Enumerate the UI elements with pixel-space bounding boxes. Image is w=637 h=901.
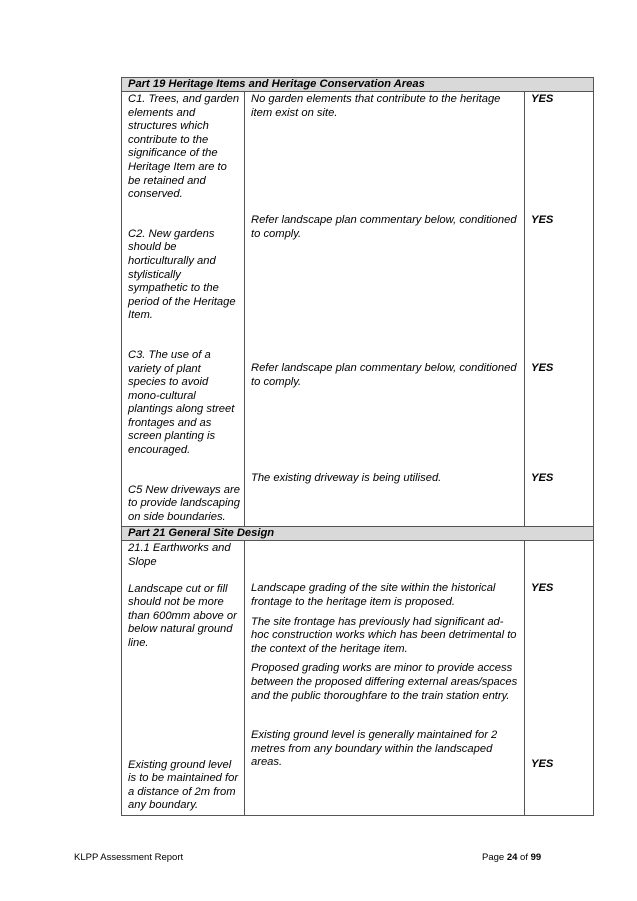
control-cell	[122, 541, 245, 816]
compliance-text: YES	[531, 362, 554, 374]
comment-text: Proposed grading works are minor to provide access between the proposed differing external areas/spaces and the public thoroughfare to the train station entry.	[251, 662, 518, 702]
page-of: of	[517, 852, 531, 863]
section-header-row	[122, 527, 594, 541]
subheading-text: 21.1 Earthworks and Slope	[128, 542, 231, 569]
footer-page-number	[482, 852, 541, 863]
comment-text: No garden elements that contribute to the heritage item exist on site.	[251, 93, 501, 119]
section-header-row	[122, 78, 594, 92]
page-total: 99	[530, 852, 542, 863]
comment-text: Refer landscape plan commentary below, conditioned to comply.	[251, 214, 517, 240]
control-text: Landscape cut or fill should not be more than 600mm above or below natural ground line.	[128, 582, 237, 649]
footer-report-name: KLPP Assessment Report	[74, 852, 184, 863]
compliance-text: YES	[531, 472, 554, 484]
compliance-text: YES	[531, 214, 554, 226]
table-row	[122, 541, 594, 816]
comment-text: Refer landscape plan commentary below, conditioned to comply.	[251, 362, 517, 388]
compliance-text: YES	[531, 758, 554, 771]
table-row	[122, 92, 594, 527]
comment-cell	[245, 92, 525, 527]
compliance-text: YES	[531, 93, 554, 105]
control-text: C3. The use of a variety of plant species to avoid mono-cultural plantings along street frontages and as screen planting is encouraged.	[128, 348, 235, 457]
control-text: C2. New gardens should be horticulturally and stylistically sympathetic to the period of the Heritage Item.	[128, 227, 236, 322]
comment-text: Existing ground level is generally maintained for 2 metres from any boundary within the landscaped areas.	[251, 729, 498, 769]
control-text: Existing ground level is to be maintained for a distance of 2m from any boundary.	[128, 758, 239, 812]
comment-text: Landscape grading of the site within the historical frontage to the heritage item is proposed.	[251, 582, 496, 609]
control-cell	[122, 92, 245, 527]
section-title: Part 19 Heritage Items and Heritage Conservation Areas	[122, 78, 594, 92]
control-text: C5 New driveways are to provide landscaping on side boundaries.	[128, 483, 240, 523]
control-text: C1. Trees, and garden elements and structures which contribute to the significance of the Heritage Item are to be retained and conserved.	[128, 93, 240, 201]
comment-text: The site frontage has previously had significant ad-hoc construction works which has been detrimental to the context of the heritage item.	[251, 615, 517, 655]
compliance-cell	[525, 92, 594, 527]
comment-text: The existing driveway is being utilised.	[251, 472, 442, 484]
compliance-cell	[525, 541, 594, 816]
assessment-table	[121, 77, 594, 816]
page-prefix: Page	[482, 852, 507, 863]
page-current: 24	[506, 852, 518, 863]
section-title: Part 21 General Site Design	[122, 527, 594, 541]
compliance-text: YES	[531, 582, 554, 595]
comment-cell	[245, 541, 525, 816]
